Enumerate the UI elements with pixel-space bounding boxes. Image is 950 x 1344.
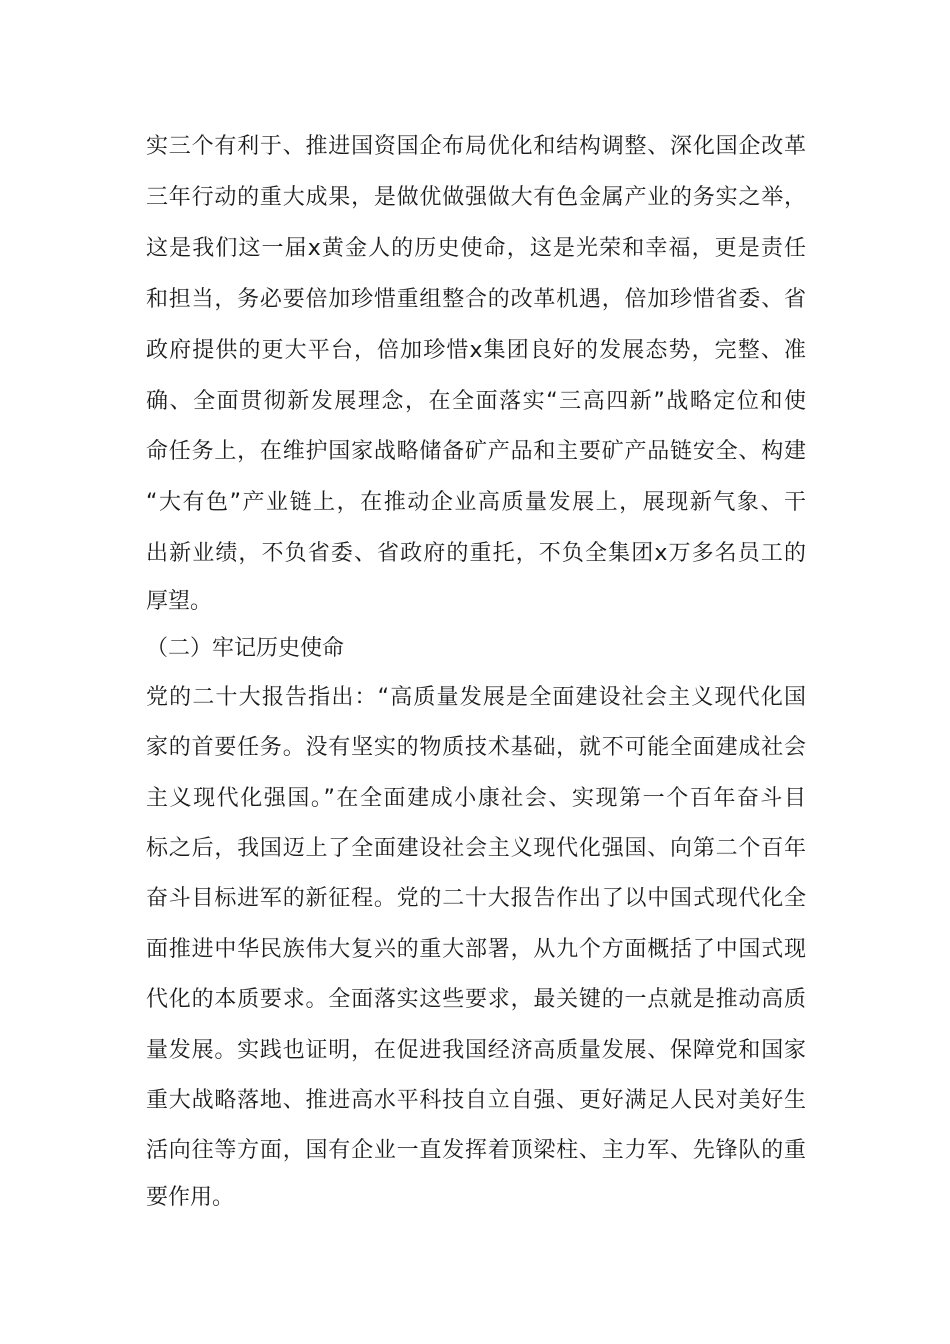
paragraph-1-line-2: 三年行动的重大成果，是做优做强做大有色金属产业的务实之举， bbox=[146, 185, 806, 210]
paragraph-2-line-6: 面推进中华民族伟大复兴的重大部署，从九个方面概括了中国式现 bbox=[146, 937, 806, 962]
paragraph-2-line-11: 要作用。 bbox=[146, 1185, 235, 1210]
paragraph-2-line-3: 主义现代化强国。”在全面建成小康社会、实现第一个百年奋斗目 bbox=[146, 786, 806, 811]
paragraph-1-line-1: 实三个有利于、推进国资国企布局优化和结构调整、深化国企改革 bbox=[146, 134, 806, 159]
paragraph-1-line-8: “大有色”产业链上，在推动企业高质量发展上，展现新气象、干 bbox=[146, 490, 806, 515]
paragraph-2-line-2: 家的首要任务。没有坚实的物质技术基础，就不可能全面建成社会 bbox=[146, 735, 806, 760]
paragraph-2-line-9: 重大战略落地、推进高水平科技自立自强、更好满足人民对美好生 bbox=[146, 1088, 806, 1113]
paragraph-1-line-7: 命任务上，在维护国家战略储备矿产品和主要矿产品链安全、构建 bbox=[146, 439, 806, 464]
paragraph-2-line-5: 奋斗目标进军的新征程。党的二十大报告作出了以中国式现代化全 bbox=[146, 886, 806, 911]
paragraph-1-line-3: 这是我们这一届x黄金人的历史使命，这是光荣和幸福，更是责任 bbox=[146, 236, 806, 261]
paragraph-2-line-1: 党的二十大报告指出：“高质量发展是全面建设社会主义现代化国 bbox=[146, 685, 806, 710]
paragraph-1-line-10: 厚望。 bbox=[146, 589, 213, 614]
paragraph-2-line-4: 标之后，我国迈上了全面建设社会主义现代化强国、向第二个百年 bbox=[146, 836, 806, 861]
paragraph-2-line-10: 活向往等方面，国有企业一直发挥着顶梁柱、主力军、先锋队的重 bbox=[146, 1138, 806, 1163]
paragraph-2-line-8: 量发展。实践也证明，在促进我国经济高质量发展、保障党和国家 bbox=[146, 1038, 806, 1063]
paragraph-2-line-7: 代化的本质要求。全面落实这些要求，最关键的一点就是推动高质 bbox=[146, 987, 806, 1012]
paragraph-1-line-5: 政府提供的更大平台，倍加珍惜x集团良好的发展态势，完整、准 bbox=[146, 338, 806, 363]
paragraph-1-line-6: 确、全面贯彻新发展理念，在全面落实“三高四新”战略定位和使 bbox=[146, 389, 806, 414]
paragraph-1-line-9: 出新业绩，不负省委、省政府的重托，不负全集团x万多名员工的 bbox=[146, 541, 806, 566]
paragraph-1-line-4: 和担当，务必要倍加珍惜重组整合的改革机遇，倍加珍惜省委、省 bbox=[146, 287, 806, 312]
section-heading: （二）牢记历史使命 bbox=[146, 636, 345, 661]
